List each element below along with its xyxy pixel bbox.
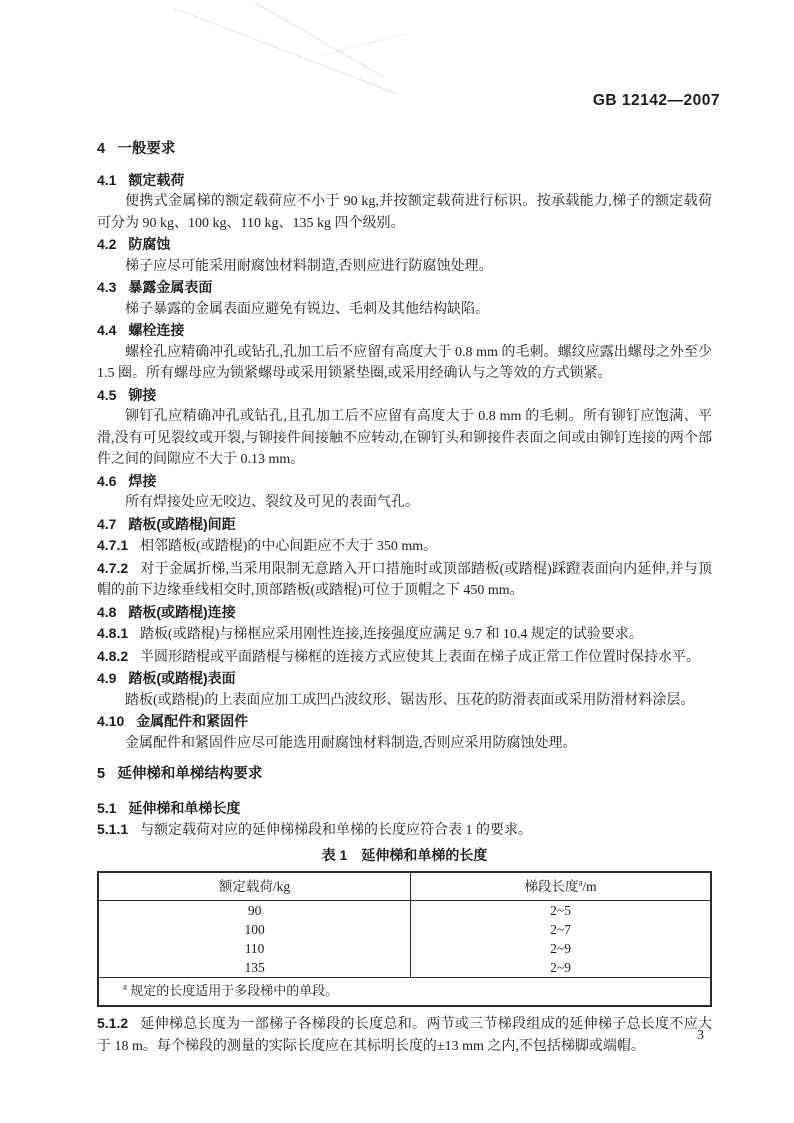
footnote-marker: a bbox=[123, 981, 127, 992]
table-1-caption-label: 表 1 bbox=[321, 846, 348, 863]
clause-4-7-2-text: 对于金属折梯,当采用限制无意踏入开口措施时或顶部踏板(或踏棍)踩蹬表面向内延伸,并与顶帽的前下边缘垂线相交时,顶部踏板(或踏棍)可位于顶帽之下 450 mm。 bbox=[97, 561, 712, 598]
section-4-2-heading bbox=[97, 234, 712, 256]
section-4-5-title: 铆接 bbox=[128, 386, 157, 403]
cell-load: 110 bbox=[98, 939, 411, 958]
table-1-caption-text: 延伸梯和单梯的长度 bbox=[361, 846, 488, 863]
document-body bbox=[97, 139, 712, 1057]
table-1-header-row bbox=[98, 872, 711, 901]
section-4-7-number: 4.7 bbox=[97, 515, 117, 532]
cell-load: 90 bbox=[98, 901, 411, 921]
chapter-5-title: 延伸梯和单梯结构要求 bbox=[117, 766, 263, 782]
page-number: 3 bbox=[697, 1028, 704, 1043]
clause-4-7-2 bbox=[97, 558, 712, 602]
section-4-3-number: 4.3 bbox=[97, 279, 117, 295]
clause-5-1-1 bbox=[97, 819, 712, 842]
section-4-4-heading bbox=[97, 320, 712, 342]
clause-5-1-1-text: 与额定载荷对应的延伸梯梯段和单梯的长度应符合表 1 的要求。 bbox=[140, 823, 533, 838]
clause-4-8-1-text: 踏板(或踏棍)与梯框应采用刚性连接,连接强度应满足 9.7 和 10.4 规定的试验要求。 bbox=[140, 627, 643, 642]
section-4-9-body: 踏板(或踏棍)的上表面应加工成凹凸波纹形、锯齿形、压花的防滑表面或采用防滑材料涂层。 bbox=[125, 692, 695, 708]
table-row bbox=[98, 939, 711, 958]
section-4-5-number: 4.5 bbox=[97, 386, 117, 403]
scan-artifact bbox=[320, 33, 408, 56]
section-4-9-number: 4.9 bbox=[97, 670, 117, 686]
section-4-6-heading bbox=[97, 471, 712, 493]
scan-artifact bbox=[255, 2, 385, 78]
chapter-5-number: 5 bbox=[97, 766, 106, 782]
section-4-9-title: 踏板(或踏棍)表面 bbox=[128, 670, 236, 686]
chapter-4-heading bbox=[97, 139, 712, 161]
doc-code: GB 12142—2007 bbox=[592, 92, 720, 109]
col-length-label: 梯段长度 bbox=[524, 878, 579, 894]
col-length-unit: /m bbox=[582, 878, 597, 894]
col-length-footnote-marker: a bbox=[578, 877, 583, 888]
section-4-4-body: 螺栓孔应精确冲孔或钻孔,孔加工后不应留有高度大于 0.8 mm 的毛刺。螺纹应露出螺母之外至少 1.5 圈。所有螺母应为锁紧螺母或采用锁紧垫圈,或采用经确认与之等效的方式锁紧。 bbox=[97, 344, 712, 381]
cell-load: 100 bbox=[98, 920, 411, 939]
section-4-4-title: 螺栓连接 bbox=[128, 322, 185, 338]
clause-4-8-1-number: 4.8.1 bbox=[97, 625, 129, 641]
section-4-2-body: 梯子应尽可能采用耐腐蚀材料制造,否则应进行防腐蚀处理。 bbox=[125, 258, 493, 274]
section-4-8-title: 踏板(或踏棍)连接 bbox=[128, 603, 236, 620]
clause-5-1-2 bbox=[97, 1013, 712, 1057]
clause-4-8-1 bbox=[97, 623, 712, 646]
chapter-5-heading bbox=[97, 764, 712, 786]
cell-load: 135 bbox=[98, 958, 411, 978]
section-4-1-heading bbox=[97, 170, 712, 192]
section-4-10-heading bbox=[97, 711, 712, 733]
section-4-5-body: 铆钉孔应精确冲孔或钻孔,且孔加工后不应留有高度大于 0.8 mm 的毛刺。所有铆钉应饱满、平滑,没有可见裂纹或开裂,与铆接件间接触不应转动,在铆钉头和铆接件表面之间或由铆钉连接的两个部件之间的间隙应不大于 0.13 mm。 bbox=[97, 409, 712, 467]
table-1-footnote-row bbox=[98, 978, 711, 1007]
clause-4-8-2 bbox=[97, 646, 712, 669]
table-row bbox=[98, 958, 711, 978]
section-4-10-number: 4.10 bbox=[97, 713, 125, 729]
section-4-3-body: 梯子暴露的金属表面应避免有锐边、毛刺及其他结构缺陷。 bbox=[125, 301, 489, 317]
clause-4-7-1 bbox=[97, 535, 712, 558]
section-4-5-heading bbox=[97, 385, 712, 407]
section-4-1-title: 额定载荷 bbox=[128, 171, 185, 188]
cell-length: 2~7 bbox=[550, 922, 571, 937]
clause-5-1-2-number: 5.1.2 bbox=[97, 1015, 129, 1031]
section-4-7-title: 踏板(或踏棍)间距 bbox=[128, 515, 236, 532]
scan-artifact bbox=[175, 8, 399, 95]
section-4-4-number: 4.4 bbox=[97, 322, 117, 338]
table-1-footnote bbox=[98, 978, 711, 1007]
section-4-3-title: 暴露金属表面 bbox=[128, 279, 213, 295]
clause-4-8-2-number: 4.8.2 bbox=[97, 647, 129, 664]
section-4-8-heading bbox=[97, 602, 712, 624]
section-4-1-number: 4.1 bbox=[97, 171, 117, 188]
table-1-col-section-length bbox=[411, 872, 711, 901]
clause-5-1-1-number: 5.1.1 bbox=[97, 821, 129, 837]
section-4-2-title: 防腐蚀 bbox=[128, 236, 171, 252]
section-5-1-title: 延伸梯和单梯长度 bbox=[128, 799, 241, 816]
table-1-col-rated-load: 额定载荷/kg bbox=[98, 872, 411, 901]
section-4-7-heading bbox=[97, 514, 712, 536]
section-5-1-heading bbox=[97, 798, 712, 820]
footnote-text: 规定的长度适用于多段梯中的单段。 bbox=[130, 983, 339, 998]
section-4-10-title: 金属配件和紧固件 bbox=[136, 713, 249, 729]
section-4-6-body: 所有焊接处应无咬边、裂纹及可见的表面气孔。 bbox=[125, 495, 419, 510]
clause-4-8-2-text: 半圆形踏棍或平面踏棍与梯框的连接方式应使其上表面在梯子成正常工作位置时保持水平。 bbox=[140, 649, 701, 665]
cell-length: 2~9 bbox=[550, 941, 571, 956]
section-4-8-number: 4.8 bbox=[97, 603, 117, 620]
section-4-2-number: 4.2 bbox=[97, 236, 117, 252]
section-4-3-heading bbox=[97, 277, 712, 299]
chapter-4-number: 4 bbox=[97, 141, 106, 157]
cell-length: 2~9 bbox=[550, 960, 571, 975]
clause-4-7-1-number: 4.7.1 bbox=[97, 537, 129, 553]
table-1 bbox=[97, 871, 712, 1007]
section-5-1-number: 5.1 bbox=[97, 799, 117, 816]
section-4-6-title: 焊接 bbox=[128, 472, 157, 489]
clause-4-7-2-number: 4.7.2 bbox=[97, 559, 129, 576]
table-1-caption bbox=[97, 845, 712, 867]
section-4-1-body: 便携式金属梯的额定载荷应不小于 90 kg,并按额定载荷进行标识。按承载能力,梯子的额定载荷可分为 90 kg、100 kg、110 kg、135 kg 四个级别。 bbox=[97, 194, 712, 231]
clause-4-7-1-text: 相邻踏板(或踏棍)的中心间距应不大于 350 mm。 bbox=[140, 539, 438, 554]
section-4-6-number: 4.6 bbox=[97, 472, 117, 489]
chapter-4-title: 一般要求 bbox=[117, 141, 176, 157]
clause-5-1-2-text: 延伸梯总长度为一部梯子各梯段的长度总和。两节或三节梯段组成的延伸梯子总长度不应大于 18 m。每个梯段的测量的实际长度应在其标明长度的±13 mm 之内,不包括梯脚或端帽。 bbox=[97, 1017, 712, 1054]
section-4-9-heading bbox=[97, 668, 712, 690]
table-row bbox=[98, 920, 711, 939]
section-4-10-body: 金属配件和紧固件应尽可能选用耐腐蚀材料制造,否则应采用防腐蚀处理。 bbox=[125, 735, 577, 751]
cell-length: 2~5 bbox=[550, 903, 571, 918]
table-row bbox=[98, 901, 711, 921]
